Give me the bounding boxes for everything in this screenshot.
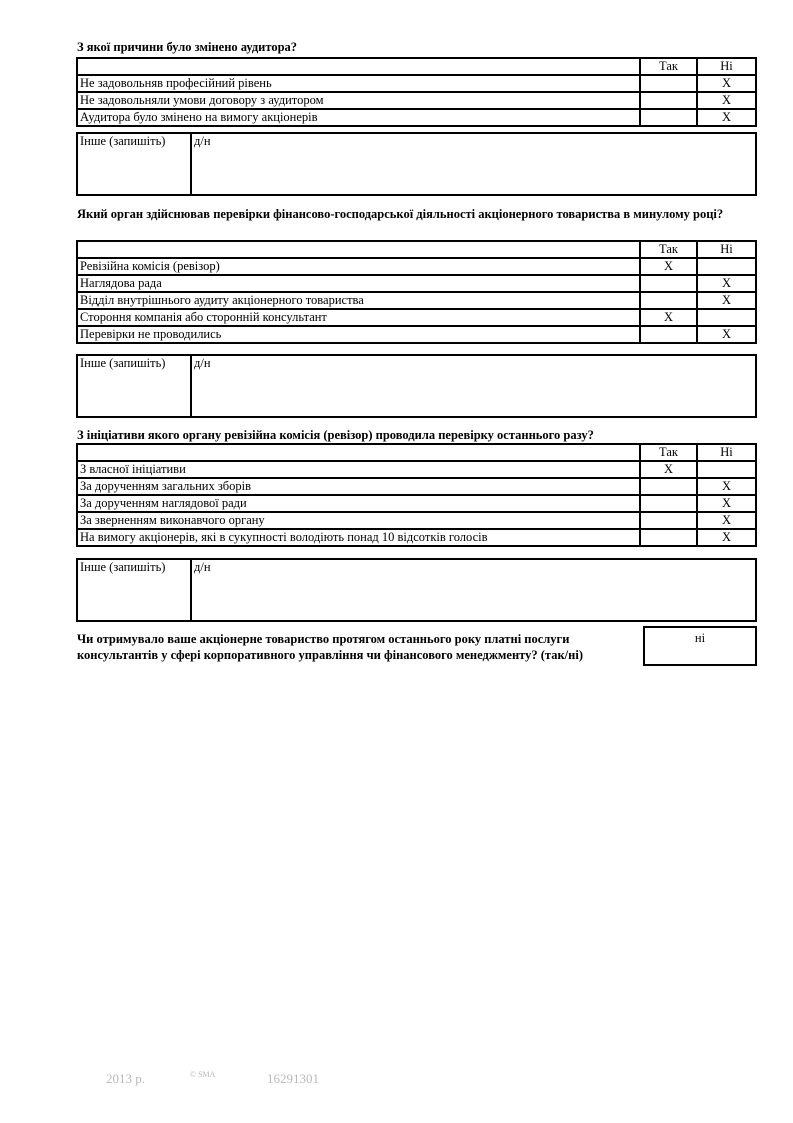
table-row [77, 258, 756, 275]
question-inspection-body: Який орган здійснював перевірки фінансово-господарської діяльності акціонерного товариства в минулому році? [77, 207, 724, 221]
no-cell[interactable]: X [697, 495, 756, 512]
yes-cell[interactable] [640, 478, 697, 495]
consulting-answer-field[interactable]: ні [643, 626, 757, 666]
header-yes: Так [640, 58, 697, 75]
inspection-body-table [76, 240, 757, 344]
inspection-body-other [76, 354, 757, 418]
row-label: З власної ініціативи [77, 461, 640, 478]
other-label: Інше (запишіть) [77, 355, 191, 417]
table-row [77, 92, 756, 109]
yes-cell[interactable] [640, 292, 697, 309]
table-row [77, 75, 756, 92]
yes-cell[interactable] [640, 326, 697, 343]
row-label: Відділ внутрішнього аудиту акціонерного товариства [77, 292, 640, 309]
row-label: На вимогу акціонерів, які в сукупності володіють понад 10 відсотків голосів [77, 529, 640, 546]
table-row [77, 461, 756, 478]
auditor-change-table [76, 57, 757, 127]
row-label: За дорученням загальних зборів [77, 478, 640, 495]
table-header-row [77, 444, 756, 461]
footer-code: 16291301 [267, 1071, 319, 1086]
table-row [77, 529, 756, 546]
yes-cell[interactable]: X [640, 309, 697, 326]
other-field[interactable]: д/н [191, 559, 756, 621]
header-no: Ні [697, 58, 756, 75]
other-field[interactable]: д/н [191, 133, 756, 195]
audit-initiative-table [76, 443, 757, 547]
other-label: Інше (запишіть) [77, 133, 191, 195]
table-row [77, 495, 756, 512]
table-header-row [77, 241, 756, 258]
yes-cell[interactable] [640, 109, 697, 126]
other-field[interactable]: д/н [191, 355, 756, 417]
table-row [77, 478, 756, 495]
row-label: Перевірки не проводились [77, 326, 640, 343]
no-cell[interactable] [697, 309, 756, 326]
table-row [77, 309, 756, 326]
table-row [77, 512, 756, 529]
no-cell[interactable]: X [697, 326, 756, 343]
no-cell[interactable]: X [697, 92, 756, 109]
table-row [77, 292, 756, 309]
row-label: Стороння компанія або сторонній консультант [77, 309, 640, 326]
row-label: Наглядова рада [77, 275, 640, 292]
no-cell[interactable]: X [697, 478, 756, 495]
question-consulting-services: Чи отримувало ваше акціонерне товариство протягом останнього року платні послуги консультантів у сфері корпоративного управління чи фінансового менеджменту? (так/ні) [77, 632, 583, 662]
yes-cell[interactable] [640, 495, 697, 512]
yes-cell[interactable]: X [640, 258, 697, 275]
no-cell[interactable]: X [697, 512, 756, 529]
table-row [77, 109, 756, 126]
yes-cell[interactable] [640, 92, 697, 109]
footer-year: 2013 р. [106, 1071, 145, 1086]
header-empty [77, 58, 640, 75]
yes-cell[interactable]: X [640, 461, 697, 478]
yes-cell[interactable] [640, 512, 697, 529]
footer-copyright: © SMA [190, 1070, 216, 1079]
no-cell[interactable]: X [697, 109, 756, 126]
yes-cell[interactable] [640, 529, 697, 546]
no-cell[interactable]: X [697, 292, 756, 309]
no-cell[interactable] [697, 258, 756, 275]
row-label: Не задовольняли умови договору з аудитором [77, 92, 640, 109]
audit-initiative-other [76, 558, 757, 622]
header-yes: Так [640, 241, 697, 258]
header-empty [77, 241, 640, 258]
other-label: Інше (запишіть) [77, 559, 191, 621]
row-label: За зверненням виконавчого органу [77, 512, 640, 529]
header-empty [77, 444, 640, 461]
no-cell[interactable]: X [697, 529, 756, 546]
header-no: Ні [697, 444, 756, 461]
no-cell[interactable]: X [697, 275, 756, 292]
table-row [77, 275, 756, 292]
row-label: За дорученням наглядової ради [77, 495, 640, 512]
row-label: Аудитора було змінено на вимогу акціонерів [77, 109, 640, 126]
header-yes: Так [640, 444, 697, 461]
row-label: Не задовольняв професійний рівень [77, 75, 640, 92]
table-header-row [77, 58, 756, 75]
yes-cell[interactable] [640, 275, 697, 292]
no-cell[interactable] [697, 461, 756, 478]
no-cell[interactable]: X [697, 75, 756, 92]
row-label: Ревізійна комісія (ревізор) [77, 258, 640, 275]
header-no: Ні [697, 241, 756, 258]
table-row [77, 326, 756, 343]
yes-cell[interactable] [640, 75, 697, 92]
question-auditor-change: З якої причини було змінено аудитора? [77, 40, 298, 54]
auditor-change-other [76, 132, 757, 196]
question-audit-initiative: З ініціативи якого органу ревізійна комісія (ревізор) проводила перевірку останнього разу? [77, 428, 594, 442]
